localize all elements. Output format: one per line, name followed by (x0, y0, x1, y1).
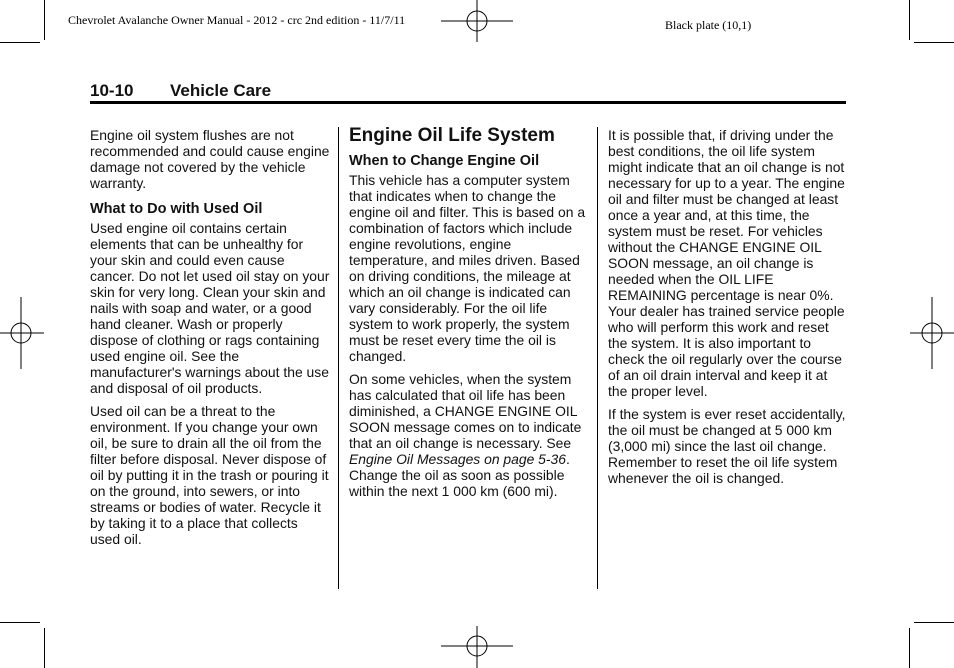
section-rule (90, 101, 846, 104)
paragraph: Engine oil system flushes are not recommended and could cause engine damage not covered by the vehicle warranty. (90, 127, 330, 191)
subheading-used-oil: What to Do with Used Oil (90, 201, 263, 217)
column-divider (597, 127, 598, 589)
registration-mark-top (441, 0, 513, 42)
column-divider (338, 127, 339, 589)
plate-slug: Chevrolet Avalanche Owner Manual - 2012 - crc 2nd edition - 11/7/11 (68, 13, 406, 27)
paragraph: This vehicle has a computer system that indicates when to change the engine oil and filter. This is based on a combination of factors which include engine revolutions, engine temperature, and miles driven. Based on driving conditions, the mileage at which an oil change is indicated can vary considerably. For the oil life system to work properly, the system must be reset every time the oil is changed. (349, 172, 586, 364)
column-2 (349, 127, 589, 506)
plate-number: Black plate (10,1) (665, 18, 752, 32)
text-run: On some vehicles, when the system has calculated that oil life has been diminished, a CHANGE ENGINE OIL SOON message comes on to indicate that an oil change is necessary. See (349, 371, 582, 451)
text-run: . Change the oil as soon as possible within the next 1 000 km (600 mi). (349, 451, 570, 499)
paragraph: Used engine oil contains certain elements that can be unhealthy for your skin and could even cause cancer. Do not let used oil stay on your skin for very long. Clean your skin and nails with soap and water, or a good hand cleaner. Wash or properly dispose of clothing or rags containing used engine oil. See the manufacturer's warnings about the use and disposal of oil products. (90, 220, 330, 396)
registration-mark-left (0, 297, 44, 369)
column-3 (608, 127, 848, 493)
article-title: Engine Oil Life System (349, 125, 555, 146)
paragraph: It is possible that, if driving under the best conditions, the oil life system might indicate that an oil change is not necessary for up to a year. The engine oil and filter must be changed at least once a year and, at this time, the system must be reset. For vehicles without the CHANGE ENGINE OIL SOON message, an oil change is needed when the OIL LIFE REMAINING percentage is near 0%. Your dealer has trained service people who will perform this work and reset the system. It is also important to check the oil regularly over the course of an oil drain interval and keep it at the proper level. (608, 127, 845, 399)
section-title: Vehicle Care (170, 81, 272, 100)
subheading-when-to-change: When to Change Engine Oil (349, 153, 540, 169)
paragraph: If the system is ever reset accidentally, the oil must be changed at 5 000 km (3,000 mi) since the last oil change. Remember to reset the oil life system whenever the oil is changed. (608, 406, 846, 486)
paragraph (349, 371, 589, 499)
cross-reference-link[interactable]: Engine Oil Messages on page 5‑36 (349, 451, 566, 467)
page-number: 10-10 (90, 81, 134, 100)
paragraph: Used oil can be a threat to the environment. If you change your own oil, be sure to drain all the oil from the filter before disposal. Never dispose of oil by putting it in the trash or pouring it on the ground, into sewers, or into streams or bodies of water. Recycle it by taking it to a place that collects used oil. (90, 403, 329, 547)
registration-mark-right (910, 297, 954, 369)
registration-mark-bottom (441, 626, 513, 668)
column-1 (90, 127, 330, 554)
